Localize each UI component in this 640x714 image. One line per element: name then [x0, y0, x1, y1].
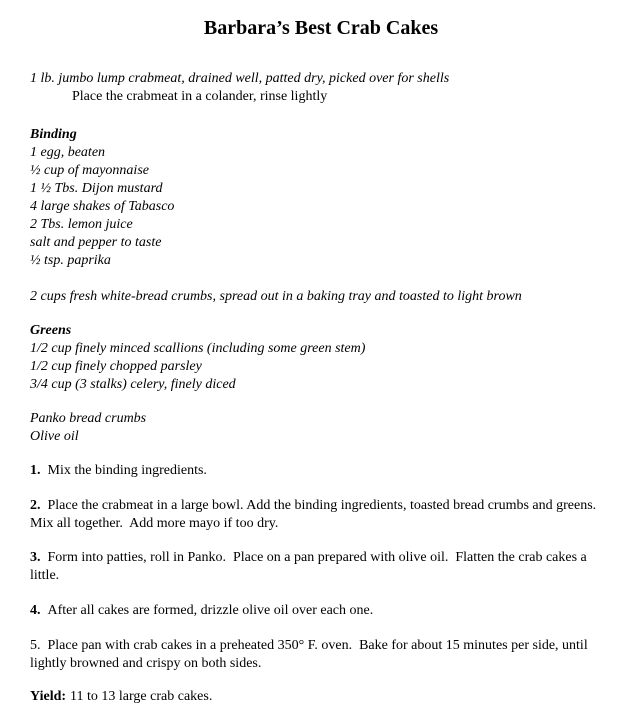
step-item [30, 497, 612, 533]
step-number: 2. [30, 498, 41, 513]
ingredient-item: 3/4 cup (3 stalks) celery, finely diced [30, 377, 236, 392]
extras-section [30, 410, 612, 446]
ingredient-item: Panko bread crumbs [30, 411, 147, 426]
step-item [30, 549, 612, 585]
ingredient-item: salt and pepper to taste [30, 235, 162, 250]
binding-section [30, 126, 612, 270]
yield-line [30, 688, 612, 706]
crabmeat-ingredient-line: 1 lb. jumbo lump crabmeat, drained well, patted dry, picked over for shells [30, 71, 450, 86]
step-text: Form into patties, roll in Panko. Place on a pan prepared with olive oil. Flatten the crab cakes a little. [30, 550, 591, 583]
step-text: Place pan with crab cakes in a preheated 350° F. oven. Bake for about 15 minutes per side, until lightly browned and crispy on both sides. [30, 638, 592, 671]
section-heading-greens: Greens [30, 323, 72, 338]
step-item [30, 462, 612, 480]
ingredient-item: 1 ½ Tbs. Dijon mustard [30, 181, 163, 196]
step-text: Mix the binding ingredients. [47, 463, 207, 478]
bread-crumbs-note: 2 cups fresh white-bread crumbs, spread out in a baking tray and toasted to light brown [30, 289, 522, 304]
ingredient-item: ½ tsp. paprika [30, 253, 111, 268]
step-number: 1. [30, 463, 41, 478]
yield-label: Yield: [30, 689, 67, 704]
step-number: 4. [30, 603, 41, 618]
step-item [30, 602, 612, 620]
ingredient-item: Olive oil [30, 429, 79, 444]
intro-section [30, 70, 612, 106]
section-heading-binding: Binding [30, 127, 77, 142]
step-number: 5. [30, 638, 41, 653]
ingredient-item: 1 egg, beaten [30, 145, 106, 160]
recipe-title: Barbara’s Best Crab Cakes [203, 17, 439, 39]
ingredient-item: 4 large shakes of Tabasco [30, 199, 175, 214]
ingredient-item: 2 Tbs. lemon juice [30, 217, 133, 232]
step-text: After all cakes are formed, drizzle olive oil over each one. [47, 603, 374, 618]
ingredient-item: ½ cup of mayonnaise [30, 163, 149, 178]
step-text: Place the crabmeat in a large bowl. Add the binding ingredients, toasted bread crumbs and greens. Mix all together. Add more mayo if too dry. [30, 498, 604, 531]
step-item [30, 637, 612, 673]
greens-section [30, 322, 612, 394]
yield-text: 11 to 13 large crab cakes. [70, 689, 213, 704]
ingredient-item: 1/2 cup finely minced scallions (including some green stem) [30, 341, 366, 356]
step-number: 3. [30, 550, 41, 565]
ingredient-item: 1/2 cup finely chopped parsley [30, 359, 202, 374]
crabmeat-prep-line: Place the crabmeat in a colander, rinse lightly [72, 89, 328, 104]
